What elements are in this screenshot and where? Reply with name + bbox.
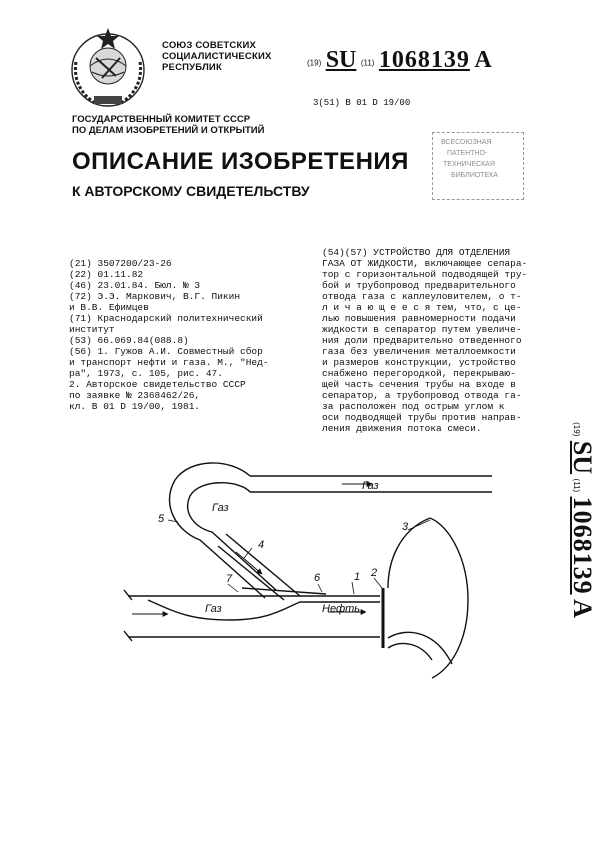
stamp-line-3: ТЕХНИЧЕСКАЯ [443, 161, 495, 168]
side-number-value: 1068139 [568, 496, 597, 595]
side-prefix-11: (11) [572, 478, 581, 493]
stamp-line-1: ВСЕСОЮЗНАЯ [441, 139, 492, 146]
abstract-line: лью повышения равномерности подачи [322, 313, 516, 324]
bib-line: и В.В. Ефимцев [69, 302, 149, 313]
bib-line: (21) 3507200/23-26 [69, 258, 172, 269]
union-name-line-2: СОЦИАЛИСТИЧЕСКИХ [162, 51, 272, 62]
bib-line: (71) Краснодарский политехнический [69, 313, 263, 324]
pipe-break-mark [124, 590, 132, 641]
union-name-line-1: СОЮЗ СОВЕТСКИХ [162, 40, 257, 51]
label-gas-pipe: Газ [205, 603, 222, 615]
bib-line: по заявке № 2368462/26, [69, 390, 201, 401]
document-title: ОПИСАНИЕ ИЗОБРЕТЕНИЯ [72, 148, 409, 175]
leader-line-1 [352, 582, 354, 594]
label-number-3: 3 [402, 521, 409, 533]
abstract-line: за расположен под острым углом к [322, 401, 505, 412]
pub-number-value: 1068139 [378, 47, 470, 73]
document-subtitle: К АВТОРСКОМУ СВИДЕТЕЛЬСТВУ [72, 183, 310, 199]
leader-line-2 [374, 578, 382, 588]
abstract-line: отвода газа с каплеуловителем, о т- [322, 291, 522, 302]
pub-prefix-11: (11) [360, 58, 375, 68]
label-number-5: 5 [158, 513, 165, 525]
bib-line: 2. Авторское свидетельство СССР [69, 379, 246, 390]
label-number-1: 1 [354, 571, 361, 583]
ipc-code: B 01 D 19/00 [345, 98, 411, 108]
baffle-plate [242, 588, 326, 594]
union-name-line-3: РЕСПУБЛИК [162, 62, 222, 73]
pub-country: SU [325, 47, 357, 73]
bib-line: (56) 1. Гужов А.И. Совместный сбор [69, 346, 263, 357]
bib-line: (46) 23.01.84. Бюл. № 3 [69, 280, 201, 291]
label-oil: Нефть [322, 603, 361, 615]
label-gas-loop: Газ [212, 502, 229, 514]
abstract-line: л и ч а ю щ е е с я тем, что, с це- [322, 302, 522, 313]
abstract-line: и размеров конструкции, устройство [322, 357, 516, 368]
pub-prefix-19: (19) [307, 58, 322, 68]
label-number-7: 7 [226, 573, 233, 585]
bib-line: и транспорт нефти и газа. М., "Нед- [69, 357, 269, 368]
leader-line-6 [318, 584, 322, 592]
abstract-line: щей часть сечения трубы на входе в [322, 379, 516, 390]
abstract-line: ния доли предварительно отведенного [322, 335, 522, 346]
side-kind: A [568, 599, 597, 618]
stamp-line-2: ПАТЕНТНО- [447, 150, 488, 157]
label-gas-top: Газ [362, 480, 379, 492]
abstract-line: жидкости в сепаратор путем увеличе- [322, 324, 522, 335]
bib-line: кл. B 01 D 19/00, 1981. [69, 401, 201, 412]
abstract-line: ГАЗА ОТ ЖИДКОСТИ, включающее сепара- [322, 258, 528, 269]
separator-connection [388, 518, 430, 588]
abstract-line: оси подводящей трубы против направ- [322, 412, 522, 423]
ipc-prefix: 3(51) [313, 98, 341, 108]
pub-kind: A [474, 47, 492, 73]
stamp-line-4: БИБЛИОТЕКА [451, 172, 498, 179]
abstract-line: газа без увеличения металлоемкости [322, 346, 516, 357]
bib-line: (22) 01.11.82 [69, 269, 144, 280]
liquid-outlet-pipe [388, 644, 432, 660]
side-country: SU [568, 440, 597, 475]
committee-line-1: ГОСУДАРСТВЕННЫЙ КОМИТЕТ СССР [72, 114, 251, 125]
bib-line: (53) 66.069.84(088.8) [69, 335, 189, 346]
label-number-2: 2 [371, 567, 378, 579]
abstract-line: снабжено перегородкой, перекрываю- [322, 368, 516, 379]
abstract-line: ления движения потока смеси. [322, 423, 482, 434]
separator-vessel [430, 518, 468, 678]
leader-line-7 [228, 584, 238, 592]
bib-line: институт [69, 324, 115, 335]
bib-line: (72) Э.Э. Маркович, В.Г. Пикин [69, 291, 241, 302]
leader-line-3 [408, 520, 430, 530]
label-number-6: 6 [314, 572, 321, 584]
bib-line: ра", 1973, с. 105, рис. 47. [69, 368, 223, 379]
side-prefix-19: (19) [572, 422, 581, 437]
abstract-line: тор с горизонтальной подводящей тру- [322, 269, 528, 280]
abstract-line: (54)(57) УСТРОЙСТВО ДЛЯ ОТДЕЛЕНИЯ [322, 247, 511, 258]
abstract-line: бой и трубопровод предварительного [322, 280, 516, 291]
committee-line-2: ПО ДЕЛАМ ИЗОБРЕТЕНИЙ И ОТКРЫТИЙ [72, 125, 265, 136]
abstract-line: сепаратор, а трубопровод отвода га- [322, 390, 522, 401]
label-number-4: 4 [258, 539, 265, 551]
